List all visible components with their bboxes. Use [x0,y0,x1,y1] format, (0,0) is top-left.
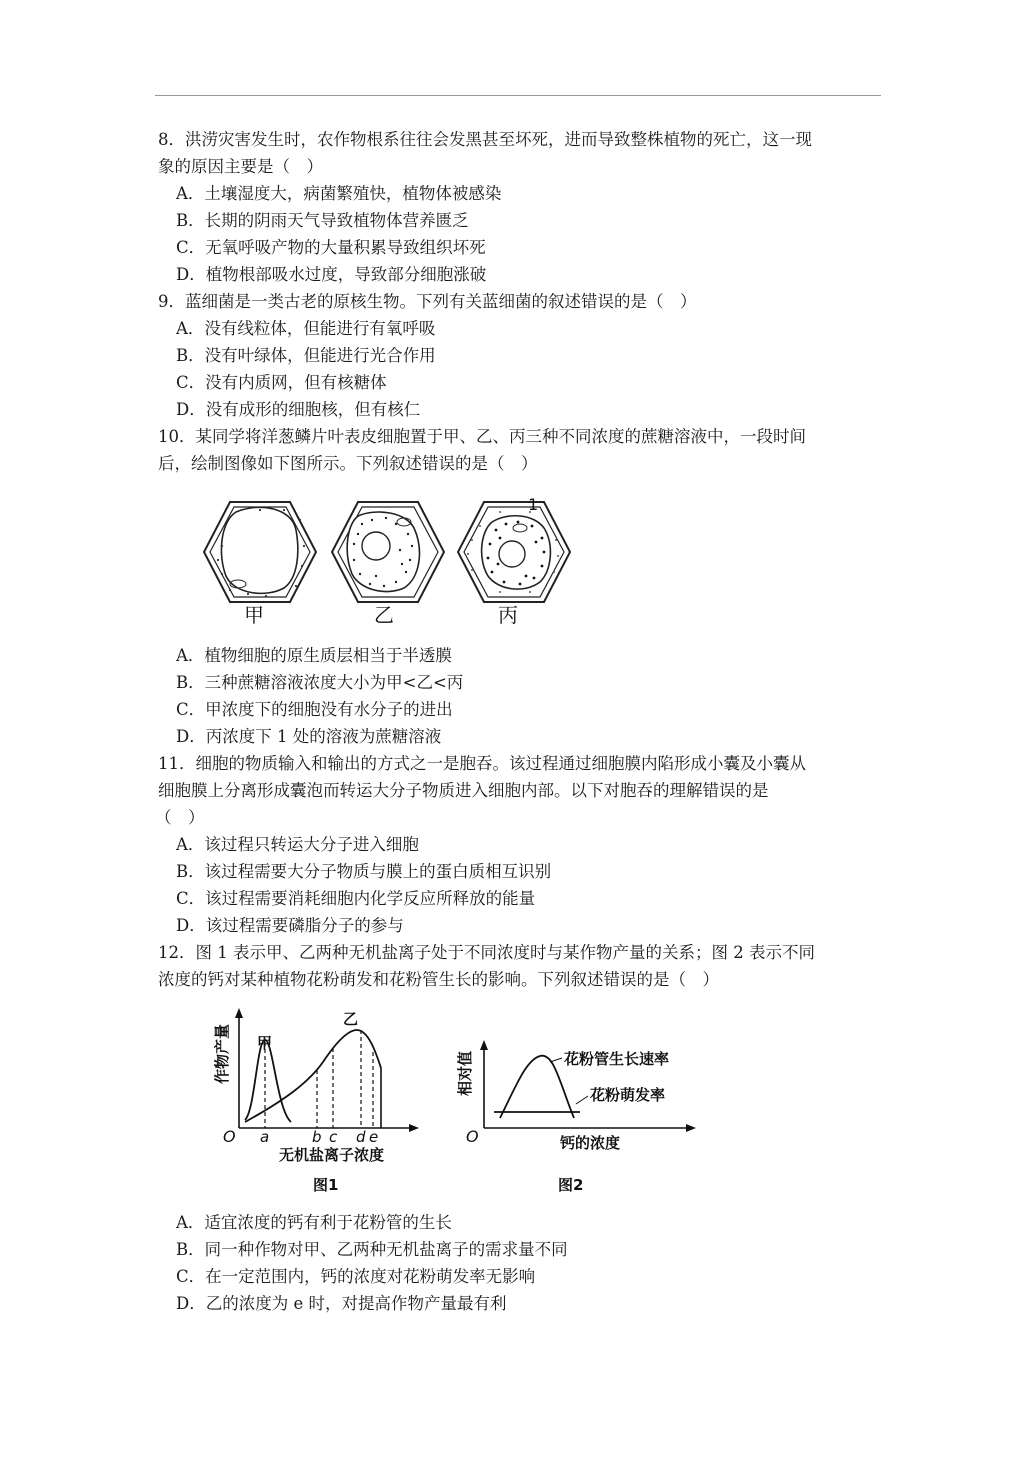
q10-option-d: D．丙浓度下 1 处的溶液为蔗糖溶液 [176,727,442,746]
plant-cells-figure [200,490,580,630]
q11-option-b: B．该过程需要大分子物质与膜上的蛋白质相互识别 [176,862,552,881]
q12-stem-line-2: 浓度的钙对某种植物花粉萌发和花粉管生长的影响。下列叙述错误的是（ ） [158,970,719,989]
q9-option-c: C．没有内质网，但有核糖体 [176,373,387,392]
q10-stem-line-2: 后，绘制图像如下图所示。下列叙述错误的是（ ） [158,454,538,473]
q11-stem-line-1: 11．细胞的物质输入和输出的方式之一是胞吞。该过程通过细胞膜内陷形成小囊及小囊从 [158,754,806,773]
fig1-y-arrow [235,1008,243,1018]
fig1-origin: O [223,1127,236,1146]
fig2-ylabel: 相对值 [456,1050,474,1096]
cell-bing [458,495,570,602]
fig2-caption: 图2 [558,1176,584,1194]
fig2-x-arrow [686,1124,696,1132]
q12-option-a: A．适宜浓度的钙有利于花粉管的生长 [176,1213,452,1232]
fig1-caption: 图1 [313,1176,339,1194]
q9-option-b: B．没有叶绿体，但能进行光合作用 [176,346,436,365]
fig1-label-jia: 甲 [257,1034,273,1052]
label-bing: 丙 [498,603,518,627]
q8-option-a: A．土壤湿度大，病菌繁殖快，植物体被感染 [176,184,502,203]
fig1-tick-c: c [329,1128,338,1146]
q11-option-d: D．该过程需要磷脂分子的参与 [176,916,404,935]
fig1-tick-d: d [356,1128,366,1146]
q10-stem-line-1: 10．某同学将洋葱鳞片叶表皮细胞置于甲、乙、丙三种不同浓度的蔗糖溶液中，一段时间 [158,427,806,446]
q8-option-b: B．长期的阴雨天气导致植物体营养匮乏 [176,211,469,230]
q10-option-a: A．植物细胞的原生质层相当于半透膜 [176,646,452,665]
q11-stem-line-2: 细胞膜上分离形成囊泡而转运大分子物质进入细胞内部。以下对胞吞的理解错误的是 [158,781,769,800]
q10-option-b: B．三种蔗糖溶液浓度大小为甲<乙<丙 [176,673,464,692]
q11-stem-line-3: （ ） [155,808,205,827]
fig2-label-germination: 花粉萌发率 [590,1086,666,1104]
fig2-leader-tube-growth [550,1058,562,1062]
fig2-leader-germination [576,1096,588,1104]
q12-option-b: B．同一种作物对甲、乙两种无机盐离子的需求量不同 [176,1240,568,1259]
q9-stem-line-1: 9．蓝细菌是一类古老的原核生物。下列有关蓝细菌的叙述错误的是（ ） [158,292,697,311]
fig1-label-yi: 乙 [343,1010,359,1028]
q8-option-d: D．植物根部吸水过度，导致部分细胞涨破 [176,265,487,284]
q12-option-c: C．在一定范围内，钙的浓度对花粉萌发率无影响 [176,1267,536,1286]
fig1-xlabel: 无机盐离子浓度 [279,1146,385,1164]
fig2-label-tube-growth: 花粉管生长速率 [564,1050,670,1068]
q9-option-d: D．没有成形的细胞核，但有核仁 [176,400,421,419]
figure-1 [205,1000,435,1200]
q10-option-c: C．甲浓度下的细胞没有水分子的进出 [176,700,453,719]
label-jia: 甲 [244,603,264,627]
fig1-tick-e: e [369,1128,379,1146]
cell-yi [332,502,444,602]
q12-option-d: D．乙的浓度为 e 时，对提高作物产量最有利 [176,1294,507,1313]
fig1-ylabel: 作物产量 [213,1023,231,1084]
header-rule [155,95,881,96]
q12-stem-line-1: 12．图 1 表示甲、乙两种无机盐离子处于不同浓度时与某作物产量的关系；图 2 表示不同 [158,943,815,962]
q11-option-c: C．该过程需要消耗细胞内化学反应所释放的能量 [176,889,536,908]
fig2-y-arrow [480,1040,488,1050]
fig1-tick-b: b [312,1128,322,1146]
marker-1-label: 1 [528,495,539,514]
fig2-origin: O [466,1127,479,1146]
fig2-curve-tube-growth [500,1056,574,1118]
fig2-xlabel: 钙的浓度 [560,1134,621,1152]
q9-option-a: A．没有线粒体，但能进行有氧呼吸 [176,319,436,338]
fig1-x-arrow [409,1124,419,1132]
q11-option-a: A．该过程只转运大分子进入细胞 [176,835,419,854]
label-yi: 乙 [374,603,394,627]
figure-2 [450,1000,720,1200]
fig1-tick-a: a [260,1128,270,1146]
q8-stem-line-2: 象的原因主要是（ ） [158,157,323,176]
cell-jia [204,502,316,602]
q8-option-c: C．无氧呼吸产物的大量积累导致组织坏死 [176,238,486,257]
q8-stem-line-1: 8．洪涝灾害发生时，农作物根系往往会发黑甚至坏死，进而导致整株植物的死亡，这一现 [158,130,812,149]
